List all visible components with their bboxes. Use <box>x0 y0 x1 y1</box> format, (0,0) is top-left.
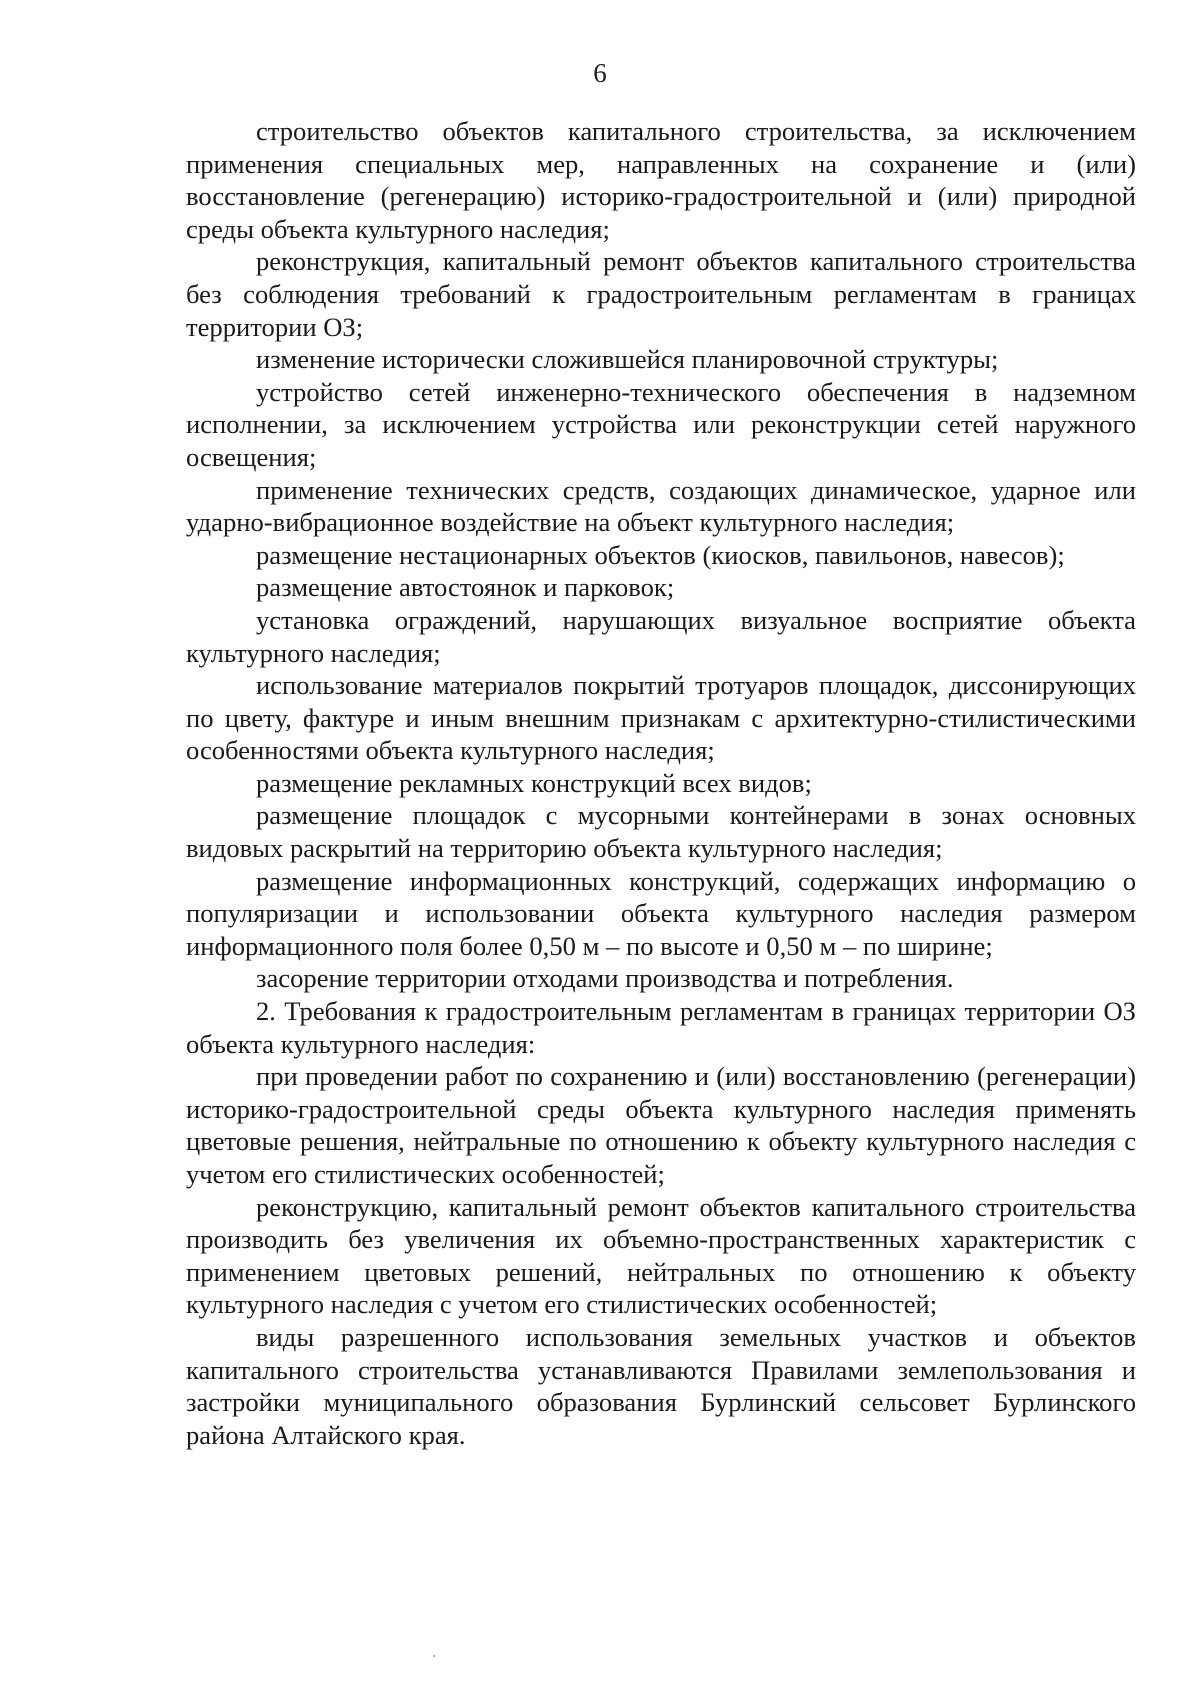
paragraph: использование материалов покрытий тротуаров площадок, диссонирующих по цвету, фактуре и иным внешним признакам с архитектурно-стилистическими особенностями объекта культурного наследия; <box>186 670 1136 766</box>
paragraph: размещение нестационарных объектов (киосков, павильонов, навесов); <box>256 539 1065 570</box>
paragraph: размещение информационных конструкций, содержащих информацию о популяризации и использовании объекта культурного наследия размером информационного поля более 0,50 м – по высоте и 0,50 м – по ширине; <box>186 865 1136 961</box>
paragraph: изменение исторически сложившейся планировочной структуры; <box>256 344 999 375</box>
paragraph: при проведении работ по сохранению и (или) восстановлению (регенерации) историко-градостроительной среды объекта культурного наследия применять цветовые решения, нейтральные по отношению к объекту культурного наследия с учетом его стилистических особенностей; <box>186 1061 1136 1189</box>
paragraph: устройство сетей инженерно-технического обеспечения в надземном исполнении, за исключением устройства или реконструкции сетей наружного освещения; <box>186 376 1136 472</box>
paragraph: виды разрешенного использования земельных участков и объектов капитального строительства устанавливаются Правилами землепользования и застройки муниципального образования Бурлинский сельсовет Бурлинского района Алтайского края. <box>186 1321 1136 1450</box>
paragraph: установка ограждений, нарушающих визуальное восприятие объекта культурного наследия; <box>186 604 1136 668</box>
paragraph: реконструкция, капитальный ремонт объектов капитального строительства без соблюдения требований к градостроительным регламентам в границах территории ОЗ; <box>186 246 1136 342</box>
paragraph: применение технических средств, создающих динамическое, ударное или ударно-вибрационное воздействие на объект культурного наследия; <box>186 474 1136 538</box>
paragraph: строительство объектов капитального строительства, за исключением применения специальных мер, направленных на сохранение и (или) восстановление (регенерацию) историко-градостроительной и (или) природной среды объекта культурного наследия; <box>186 116 1136 244</box>
scan-speck <box>433 1655 435 1657</box>
paragraph: размещение автостоянок и парковок; <box>256 572 675 603</box>
paragraph: реконструкцию, капитальный ремонт объектов капитального строительства производить без увеличения их объемно-пространственных характеристик с применением цветовых решений, нейтральных по отношению к объекту культурного наследия с учетом его стилистических особенностей; <box>186 1191 1136 1320</box>
section-heading-paragraph: 2. Требования к градостроительным регламентам в границах территории ОЗ объекта культурного наследия: <box>186 996 1136 1059</box>
paragraph: засорение территории отходами производства и потребления. <box>256 963 954 994</box>
page-number: 6 <box>593 58 607 88</box>
paragraph: размещение площадок с мусорными контейнерами в зонах основных видовых раскрытий на территорию объекта культурного наследия; <box>186 800 1136 864</box>
document-body <box>186 115 1136 1451</box>
paragraph: размещение рекламных конструкций всех видов; <box>256 767 812 798</box>
